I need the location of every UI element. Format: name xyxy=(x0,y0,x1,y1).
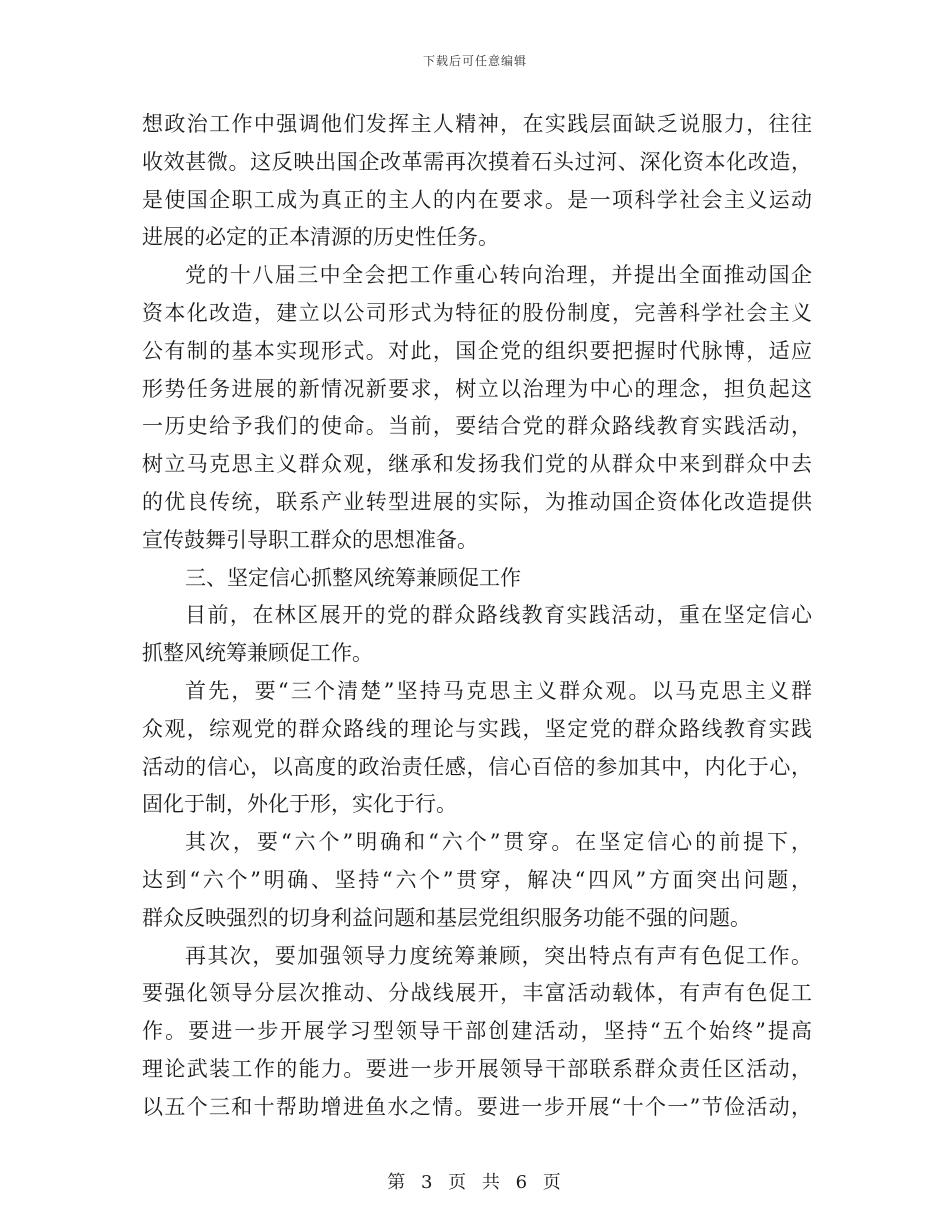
text-line: 资本化改造，建立以公司形式为特征的股份制度，完善科学社会主义 xyxy=(142,300,812,325)
text-line: 形势任务进展的新情况新要求，树立以治理为中心的理念，担负起这 xyxy=(142,376,812,401)
text-line: 作。要进一步开展学习型领导干部创建活动，坚持“五个始终”提高 xyxy=(142,1019,812,1044)
text-line: 收效甚微。这反映出国企改革需再次摸着石头过河、深化资本化改造， xyxy=(142,149,812,174)
text-line: 树立马克思主义群众观，继承和发扬我们党的从群众中来到群众中去 xyxy=(142,452,812,477)
text-line: 达到“六个”明确、坚持“六个”贯穿，解决“四风”方面突出问题， xyxy=(142,867,812,892)
text-line: 公有制的基本实现形式。对此，国企党的组织要把握时代脉博，适应 xyxy=(142,338,812,363)
text-line: 的优良传统，联系产业转型进展的实际，为推动国企资体化改造提供 xyxy=(142,489,812,514)
document-body xyxy=(142,106,812,1127)
text-line: 群众反映强烈的切身利益问题和基层党组织服务功能不强的问题。 xyxy=(142,905,751,930)
text-line: 是使国企职工成为真正的主人的内在要求。是一项科学社会主义运动 xyxy=(142,187,812,212)
text-line: 理论武装工作的能力。要进一步开展领导干部联系群众责任区活动， xyxy=(142,1056,812,1081)
paragraph-first-line: 首先，要“三个清楚”坚持马克思主义群众观。以马克思主义群 xyxy=(185,678,812,703)
text-line: 进展的必定的正本清源的历史性任务。 xyxy=(142,225,499,250)
text-line: 想政治工作中强调他们发挥主人精神，在实践层面缺乏说服力，往往 xyxy=(142,112,812,136)
text-line: 以五个三和十帮助增进鱼水之情。要进一步开展“十个一”节俭活动， xyxy=(142,1094,812,1119)
text-line: 宣传鼓舞引导职工群众的思想准备。 xyxy=(142,527,478,552)
text-line: 要强化领导分层次推动、分战线展开，丰富活动载体，有声有色促工 xyxy=(142,981,812,1006)
text-line: 固化于制，外化于形，实化于行。 xyxy=(142,792,457,817)
text-line: 一历史给予我们的使命。当前，要结合党的群众路线教育实践活动， xyxy=(142,414,812,439)
paragraph-first-line: 其次，要“六个”明确和“六个”贯穿。在坚定信心的前提下， xyxy=(185,830,812,855)
page-header: 下载后可任意编辑 xyxy=(422,54,527,68)
paragraph-first-line: 三、坚定信心抓整风统筹兼顾促工作 xyxy=(185,565,521,590)
text-line: 众观，综观党的群众路线的理论与实践，坚定党的群众路线教育实践 xyxy=(142,716,812,741)
paragraph-first-line: 党的十八届三中全会把工作重心转向治理，并提出全面推动国企 xyxy=(185,263,812,288)
text-line: 活动的信心，以高度的政治责任感，信心百倍的参加其中，内化于心， xyxy=(142,754,812,779)
paragraph-first-line: 再其次，要加强领导力度统筹兼顾，突出特点有声有色促工作。 xyxy=(185,943,812,968)
page-footer: 第 3 页 共 6 页 xyxy=(387,1172,563,1193)
paragraph-first-line: 目前，在林区展开的党的群众路线教育实践活动，重在坚定信心 xyxy=(185,603,812,628)
text-line: 抓整风统筹兼顾促工作。 xyxy=(142,641,373,666)
